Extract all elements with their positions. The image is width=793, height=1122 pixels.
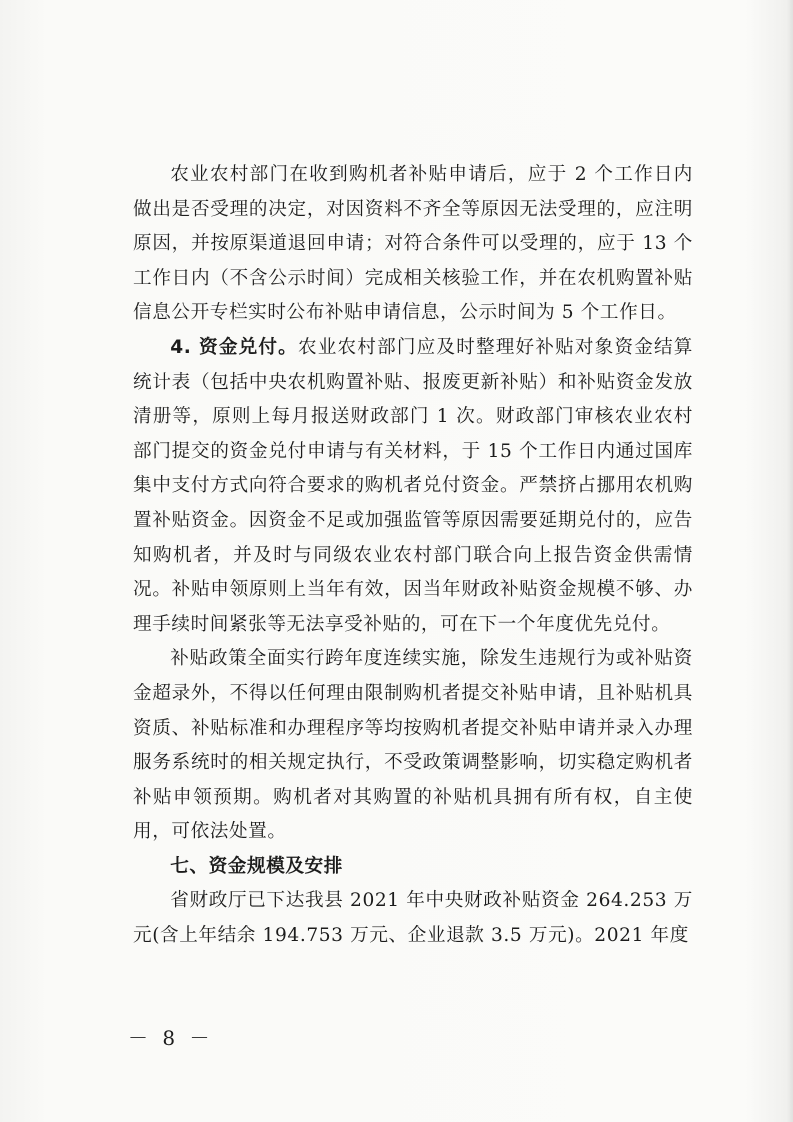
scan-shadow-edge (787, 0, 793, 1122)
paragraph-fund-payment (133, 331, 693, 642)
section-heading-fund-scale: 七、资金规模及安排 (170, 855, 343, 877)
page-number: － 8 － (128, 1026, 214, 1050)
paragraph-fund-amount: 省财政厅已下达我县 2021 年中央财政补贴资金 264.253 万元(含上年结余 194.753 万元、企业退款 3.5 万元)。2021 年度 (133, 890, 693, 947)
fund-payment-text: 农业农村部门应及时整理好补贴对象资金结算统计表（包括中央农机购置补贴、报废更新补贴）和补贴资金发放清册等，原则上每月报送财政部门 1 次。财政部门审核农业农村部门提交的资金兑付申请与有关材料，于 15 个工作日内通过国库集中支付方式向符合要求的购机者兑付资金。严禁挤占挪用农机购置补贴资金。因资金不足或加强监管等原因需要延期兑付的，应告知购机者，并及时与同级农业农村部门联合向上报告资金供需情况。补贴申领原则上当年有效，因当年财政补贴资金规模不够、办理手续时间紧张等无法享受补贴的，可在下一个年度优先兑付。 (133, 336, 693, 635)
fund-payment-lead: 4. 资金兑付。 (170, 336, 298, 358)
document-body (133, 158, 693, 954)
paragraph-review-procedure: 农业农村部门在收到购机者补贴申请后，应于 2 个工作日内做出是否受理的决定，对因资料不齐全等原因无法受理的，应注明原因，并按原渠道退回申请；对符合条件可以受理的，应于 13 个工作日内（不含公示时间）完成相关核验工作，并在农机购置补贴信息公开专栏实时公布补贴申请信息，公示时间为 5 个工作日。 (133, 164, 693, 324)
paragraph-policy-continuity: 补贴政策全面实行跨年度连续实施，除发生违规行为或补贴资金超录外，不得以任何理由限制购机者提交补贴申请，且补贴机具资质、补贴标准和办理程序等均按购机者提交补贴申请并录入办理服务系统时的相关规定执行，不受政策调整影响，切实稳定购机者补贴申领预期。购机者对其购置的补贴机具拥有所有权，自主使用，可依法处置。 (133, 648, 693, 843)
